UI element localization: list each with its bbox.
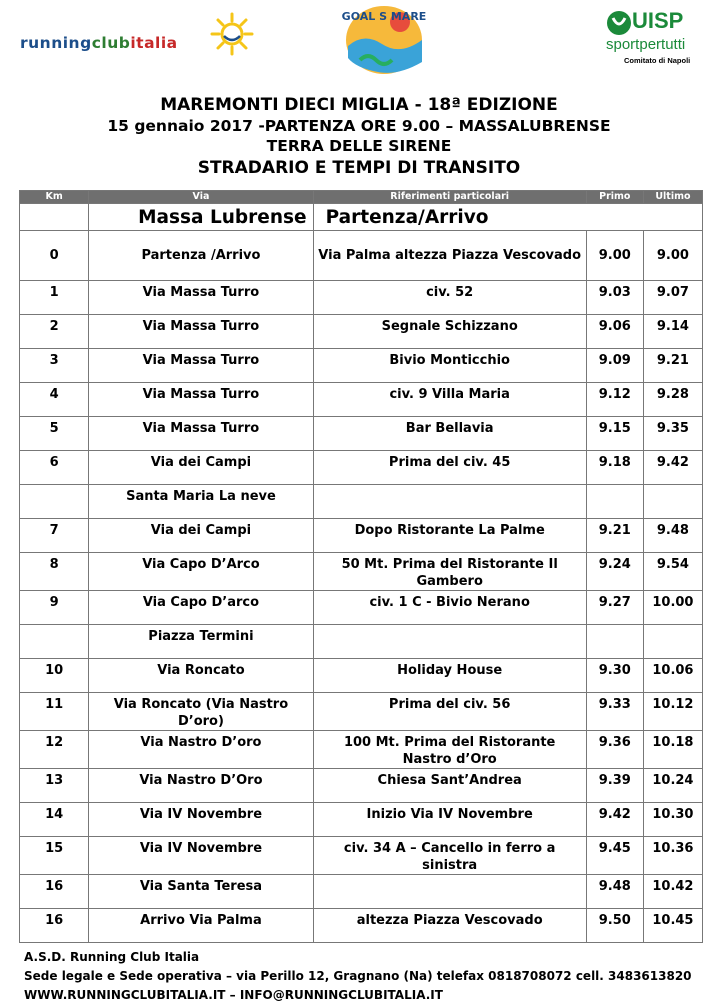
- cell-via: Via Massa Turro: [89, 417, 313, 451]
- cell-via: Via Massa Turro: [89, 281, 313, 315]
- cell-ref: Chiesa Sant’Andrea: [313, 769, 586, 803]
- table-row: [20, 553, 703, 591]
- cell-via: Via Massa Turro: [89, 315, 313, 349]
- cell-km: 12: [20, 731, 89, 769]
- cell-km: 9: [20, 591, 89, 625]
- cell-km: 1: [20, 281, 89, 315]
- logo-word-running: running: [20, 34, 92, 52]
- cell-via: Via dei Campi: [89, 451, 313, 485]
- cell-primo: 9.09: [586, 349, 643, 383]
- header-via: Via: [89, 191, 313, 204]
- uisp-logo: [602, 8, 706, 70]
- cell-ultimo: 10.12: [643, 693, 702, 731]
- cell-primo: 9.30: [586, 659, 643, 693]
- cell-km: 7: [20, 519, 89, 553]
- cell-via: Via IV Novembre: [89, 803, 313, 837]
- cell-km: 4: [20, 383, 89, 417]
- cell-via: Via Nastro D’oro: [89, 731, 313, 769]
- cell-ultimo: 10.45: [643, 909, 702, 943]
- logo-word-club: club: [91, 34, 131, 52]
- table-row: [20, 803, 703, 837]
- cell-ultimo: 9.00: [643, 231, 702, 281]
- cell-ref: [313, 875, 586, 909]
- cell-km: 11: [20, 693, 89, 731]
- cell-primo: [586, 485, 643, 519]
- cell-km: 16: [20, 909, 89, 943]
- table-row: [20, 693, 703, 731]
- cell-primo: 9.33: [586, 693, 643, 731]
- cell-ultimo: 10.06: [643, 659, 702, 693]
- cell-via: Arrivo Via Palma: [89, 909, 313, 943]
- cell-km: 0: [20, 231, 89, 281]
- cell-ref: 100 Mt. Prima del Ristorante Nastro d’Oro: [313, 731, 586, 769]
- table-row: [20, 417, 703, 451]
- cell-primo: [586, 625, 643, 659]
- cell-ref: civ. 1 C - Bivio Nerano: [313, 591, 586, 625]
- cell-primo: 9.18: [586, 451, 643, 485]
- cell-primo: 9.50: [586, 909, 643, 943]
- cell-ref: [313, 485, 586, 519]
- cell-ref: Holiday House: [313, 659, 586, 693]
- goals-mare-logo: [338, 2, 430, 78]
- cell-ref: Bivio Monticchio: [313, 349, 586, 383]
- cell-ref: 50 Mt. Prima del Ristorante Il Gambero: [313, 553, 586, 591]
- table-row: [20, 659, 703, 693]
- cell-km: 3: [20, 349, 89, 383]
- cell-via: Via Massa Turro: [89, 383, 313, 417]
- table-row: [20, 231, 703, 281]
- cell-ultimo: 9.28: [643, 383, 702, 417]
- title-line-4: STRADARIO E TEMPI DI TRANSITO: [197, 158, 521, 178]
- cell-via: Partenza /Arrivo: [89, 231, 313, 281]
- cell-ultimo: 10.30: [643, 803, 702, 837]
- uisp-mark-icon: [606, 10, 632, 36]
- cell-primo: 9.48: [586, 875, 643, 909]
- header-ultimo: Ultimo: [643, 191, 702, 204]
- cell-primo: 9.42: [586, 803, 643, 837]
- footer: [24, 948, 692, 1005]
- cell-km: [20, 485, 89, 519]
- table-row: [20, 591, 703, 625]
- section-location: Massa Lubrense: [89, 204, 313, 231]
- uisp-name: UISP: [632, 8, 684, 33]
- cell-primo: 9.24: [586, 553, 643, 591]
- cell-primo: 9.12: [586, 383, 643, 417]
- table-row: [20, 451, 703, 485]
- cell-primo: 9.06: [586, 315, 643, 349]
- logo-word-italia: italia: [130, 34, 178, 52]
- table-row: [20, 349, 703, 383]
- cell-primo: 9.39: [586, 769, 643, 803]
- cell-ultimo: 10.00: [643, 591, 702, 625]
- cell-km: 2: [20, 315, 89, 349]
- cell-primo: 9.36: [586, 731, 643, 769]
- table-row: [20, 281, 703, 315]
- cell-ref: civ. 52: [313, 281, 586, 315]
- goals-mare-emblem-icon: [338, 2, 430, 78]
- cell-ultimo: 10.18: [643, 731, 702, 769]
- title-line-1: MAREMONTI DIECI MIGLIA - 18ª EDIZIONE: [160, 95, 558, 115]
- cell-via: Piazza Termini: [89, 625, 313, 659]
- cell-ultimo: 9.35: [643, 417, 702, 451]
- cell-ref: Dopo Ristorante La Palme: [313, 519, 586, 553]
- cell-ref: altezza Piazza Vescovado: [313, 909, 586, 943]
- document-title: [0, 94, 718, 180]
- cell-via: Via Roncato (Via Nastro D’oro): [89, 693, 313, 731]
- section-row: [20, 204, 703, 231]
- cell-ultimo: 10.36: [643, 837, 702, 875]
- route-table: [19, 190, 703, 943]
- cell-ultimo: 9.48: [643, 519, 702, 553]
- cell-ref: civ. 9 Villa Maria: [313, 383, 586, 417]
- cell-ref: Bar Bellavia: [313, 417, 586, 451]
- cell-ref: Prima del civ. 56: [313, 693, 586, 731]
- cell-ultimo: 9.07: [643, 281, 702, 315]
- footer-address: Sede legale e Sede operativa – via Perillo 12, Gragnano (Na) telefax 0818708072 cell. 3483613820: [24, 969, 692, 983]
- title-line-2: 15 gennaio 2017 -PARTENZA ORE 9.00 – MASSALUBRENSE: [107, 117, 611, 135]
- cell-via: Via Capo D’arco: [89, 591, 313, 625]
- cell-ref: Prima del civ. 45: [313, 451, 586, 485]
- cell-ultimo: 9.14: [643, 315, 702, 349]
- cell-km: 8: [20, 553, 89, 591]
- goals-mare-logo-text: GOAL S MARE: [341, 10, 427, 23]
- table-row: [20, 625, 703, 659]
- cell-via: Via Massa Turro: [89, 349, 313, 383]
- cell-ref: Segnale Schizzano: [313, 315, 586, 349]
- cell-km: 10: [20, 659, 89, 693]
- table-row: [20, 837, 703, 875]
- cell-km: 15: [20, 837, 89, 875]
- cell-ultimo: [643, 485, 702, 519]
- title-line-3: TERRA DELLE SIRENE: [266, 137, 452, 155]
- cell-km: 5: [20, 417, 89, 451]
- cell-primo: 9.21: [586, 519, 643, 553]
- section-label: Partenza/Arrivo: [313, 204, 702, 231]
- header-km: Km: [20, 191, 89, 204]
- running-club-italia-logo: [18, 12, 258, 62]
- section-empty-cell: [20, 204, 89, 231]
- cell-ultimo: 10.42: [643, 875, 702, 909]
- header-primo: Primo: [586, 191, 643, 204]
- cell-km: 14: [20, 803, 89, 837]
- cell-primo: 9.03: [586, 281, 643, 315]
- cell-km: 16: [20, 875, 89, 909]
- uisp-committee: Comitato di Napoli: [624, 56, 691, 65]
- cell-via: Via Roncato: [89, 659, 313, 693]
- logo-wordmark: [20, 34, 178, 52]
- sun-icon: [210, 12, 254, 56]
- cell-km: 6: [20, 451, 89, 485]
- table-row: [20, 485, 703, 519]
- table-row: [20, 383, 703, 417]
- table-row: [20, 875, 703, 909]
- header-ref: Riferimenti particolari: [313, 191, 586, 204]
- table-row: [20, 315, 703, 349]
- table-header-row: [20, 191, 703, 204]
- cell-km: 13: [20, 769, 89, 803]
- table-row: [20, 731, 703, 769]
- cell-via: Via dei Campi: [89, 519, 313, 553]
- cell-ref: Via Palma altezza Piazza Vescovado: [313, 231, 586, 281]
- table-row: [20, 519, 703, 553]
- cell-ultimo: 9.54: [643, 553, 702, 591]
- cell-primo: 9.45: [586, 837, 643, 875]
- cell-ultimo: 9.21: [643, 349, 702, 383]
- cell-ref: civ. 34 A – Cancello in ferro a sinistra: [313, 837, 586, 875]
- cell-ultimo: 9.42: [643, 451, 702, 485]
- cell-via: Santa Maria La neve: [89, 485, 313, 519]
- footer-org: A.S.D. Running Club Italia: [24, 950, 200, 964]
- cell-via: Via Santa Teresa: [89, 875, 313, 909]
- cell-ref: [313, 625, 586, 659]
- cell-via: Via IV Novembre: [89, 837, 313, 875]
- cell-primo: 9.00: [586, 231, 643, 281]
- cell-primo: 9.27: [586, 591, 643, 625]
- table-row: [20, 909, 703, 943]
- cell-ref: Inizio Via IV Novembre: [313, 803, 586, 837]
- table-row: [20, 769, 703, 803]
- footer-web: WWW.RUNNINGCLUBITALIA.IT – INFO@RUNNINGCLUBITALIA.IT: [24, 988, 443, 1002]
- cell-km: [20, 625, 89, 659]
- cell-via: Via Capo D’Arco: [89, 553, 313, 591]
- cell-via: Via Nastro D’Oro: [89, 769, 313, 803]
- cell-ultimo: [643, 625, 702, 659]
- uisp-tagline: sportpertutti: [606, 36, 686, 53]
- cell-ultimo: 10.24: [643, 769, 702, 803]
- cell-primo: 9.15: [586, 417, 643, 451]
